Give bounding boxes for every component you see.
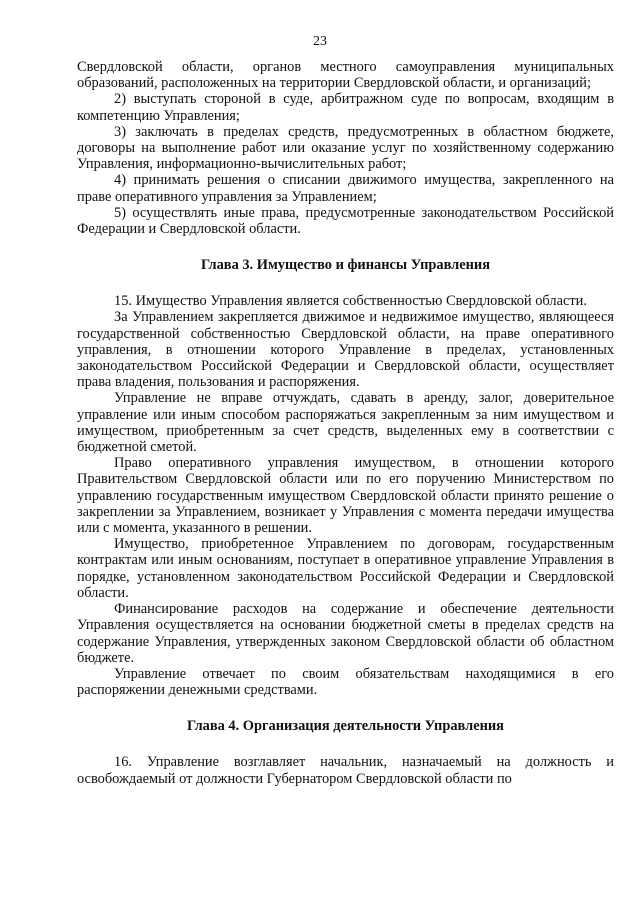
page-number: 23 bbox=[313, 34, 327, 49]
paragraph: Финансирование расходов на содержание и обеспечение деятельности Управления осуществляется на основании бюджетной сметы в пределах средств на содержание Управления, утвержденных законом Свердловской области об областном бюджете. bbox=[77, 601, 614, 666]
paragraph: Имущество, приобретенное Управлением по договорам, государственным контрактам или иным основаниям, поступает в оперативное управление Управления в порядке, установленном законодательством Российской Федерации и Свердловской области. bbox=[77, 536, 614, 601]
paragraph: 15. Имущество Управления является собственностью Свердловской области. bbox=[114, 293, 587, 310]
paragraph: Свердловской области, органов местного самоуправления муниципальных образований, расположенных на территории Свердловской области, и организаций; bbox=[77, 59, 614, 92]
chapter-4-heading: Глава 4. Организация деятельности Управления bbox=[187, 718, 504, 735]
paragraph: За Управлением закрепляется движимое и недвижимое имущество, являющееся государственной собственностью Свердловской области, на праве оперативного управления, в отношении которого Управление в пределах, установленных законодательством Российской Федерации и Свердловской области, осуществляет права владения, пользования и распоряжения. bbox=[77, 309, 614, 391]
paragraph: 16. Управление возглавляет начальник, назначаемый на должность и освобождаемый от должности Губернатором Свердловской области по bbox=[77, 754, 614, 787]
list-item: 3) заключать в пределах средств, предусмотренных в областном бюджете, договоры на выполнение работ или оказание услуг по хозяйственному содержанию Управления, информационно-вычислительных работ; bbox=[77, 123, 614, 173]
paragraph: Управление не вправе отчуждать, сдавать в аренду, залог, доверительное управление или иным способом распоряжаться закрепленным за ним имуществом и имуществом, приобретенным за счет средств, выделенных ему в соответствии с бюджетной сметой. bbox=[77, 390, 614, 456]
list-item: 4) принимать решения о списании движимого имущества, закрепленного на праве оперативного управления за Управлением; bbox=[77, 172, 614, 205]
chapter-3-heading: Глава 3. Имущество и финансы Управления bbox=[201, 257, 490, 274]
document-body bbox=[77, 59, 614, 787]
list-item: 2) выступать стороной в суде, арбитражном суде по вопросам, входящим в компетенцию Управления; bbox=[77, 91, 614, 124]
list-item: 5) осуществлять иные права, предусмотренные законодательством Российской Федерации и Свердловской области. bbox=[77, 204, 614, 238]
paragraph: Управление отвечает по своим обязательствам находящимися в его распоряжении денежными средствами. bbox=[77, 665, 614, 699]
paragraph: Право оперативного управления имуществом, в отношении которого Правительством Свердловской области или по его поручению Министерством по управлению государственным имуществом Свердловской области принято решение о закреплении за Управлением, возникает у Управления с момента передачи имущества или с момента, указанного в решении. bbox=[77, 455, 614, 537]
